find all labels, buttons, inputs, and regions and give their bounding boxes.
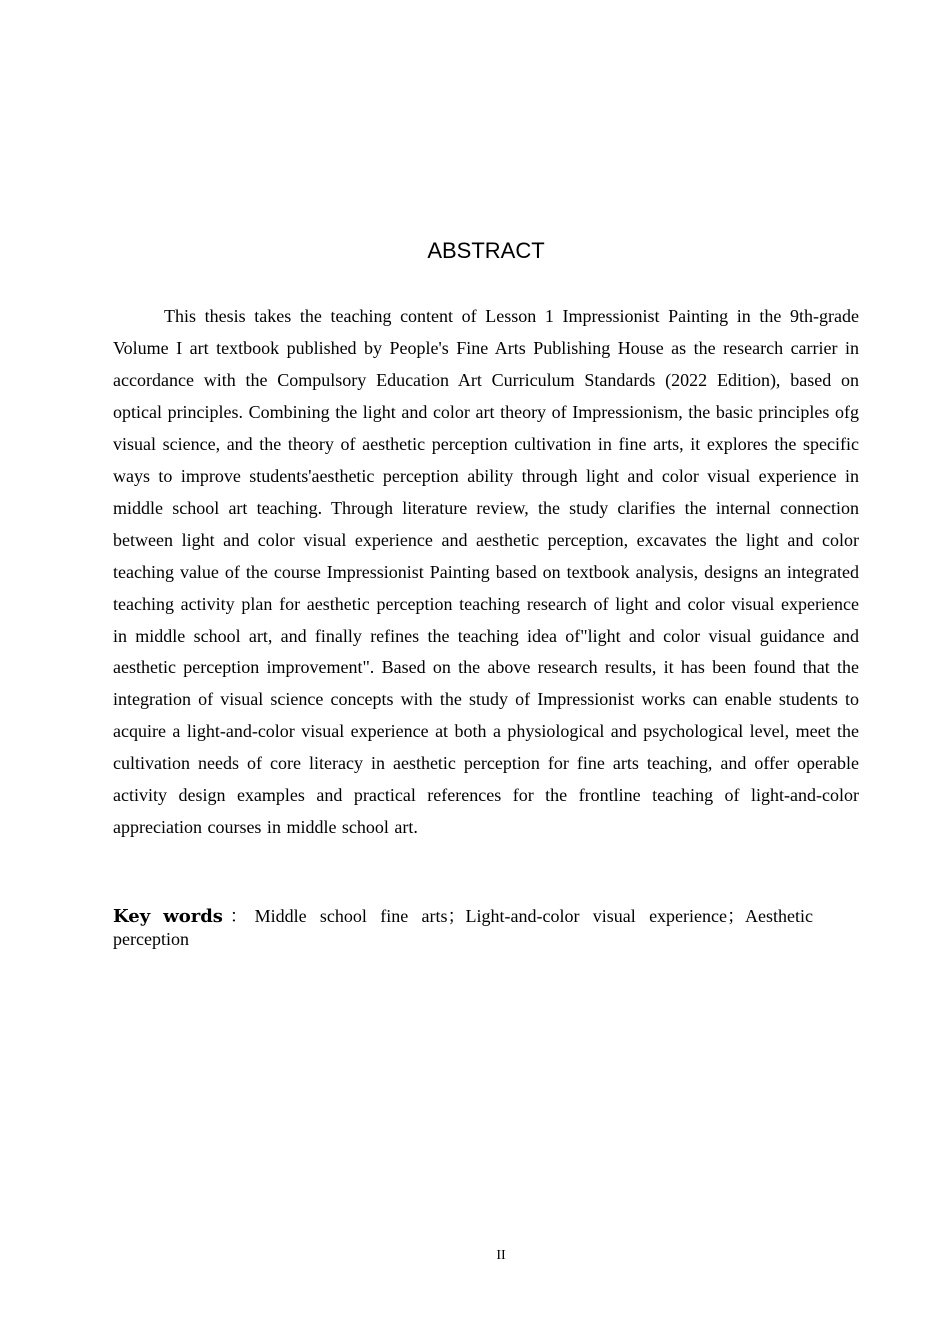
keyword-item: Light-and-color visual experience <box>465 906 728 926</box>
keywords-label: Key words <box>113 906 223 927</box>
keywords-line <box>113 905 813 951</box>
keyword-item: Middle school fine arts <box>254 906 448 926</box>
keyword-separator: ； <box>447 906 466 926</box>
page-number: II <box>496 1248 506 1263</box>
abstract-title: ABSTRACT <box>427 238 545 263</box>
abstract-body: This thesis takes the teaching content of Lesson 1 Impressionist Painting in the 9th-grade Volume I art textbook published by People's Fine Arts Publishing House as the research carrier in accordance with the Compulsory Education Art Curriculum Standards (2022 Edition), based on optical principles. Combining the light and color art theory of Impressionism, the basic principles ofg visual science, and the theory of aesthetic perception cultivation in fine arts, it explores the specific ways to improve students'aesthetic perception ability through light and color visual experience in middle school art teaching. Through literature review, the study clarifies the internal connection between light and color visual experience and aesthetic perception, excavates the light and color teaching value of the course Impressionist Painting based on textbook analysis, designs an integrated teaching activity plan for aesthetic perception teaching research of light and color visual experience in middle school art, and finally refines the teaching idea of"light and color visual guidance and aesthetic perception improvement". Based on the above research results, it has been found that the integration of visual science concepts with the study of Impressionist works can enable students to acquire a light-and-color visual experience at both a physiological and psychological level, meet the cultivation needs of core literacy in aesthetic perception for fine arts teaching, and offer operable activity design examples and practical references for the frontline teaching of light-and-color appreciation courses in middle school art. <box>113 306 859 838</box>
keywords-separator: ： <box>222 906 255 926</box>
keyword-separator: ； <box>727 906 746 926</box>
keyword-item: Aesthetic perception <box>113 906 813 949</box>
